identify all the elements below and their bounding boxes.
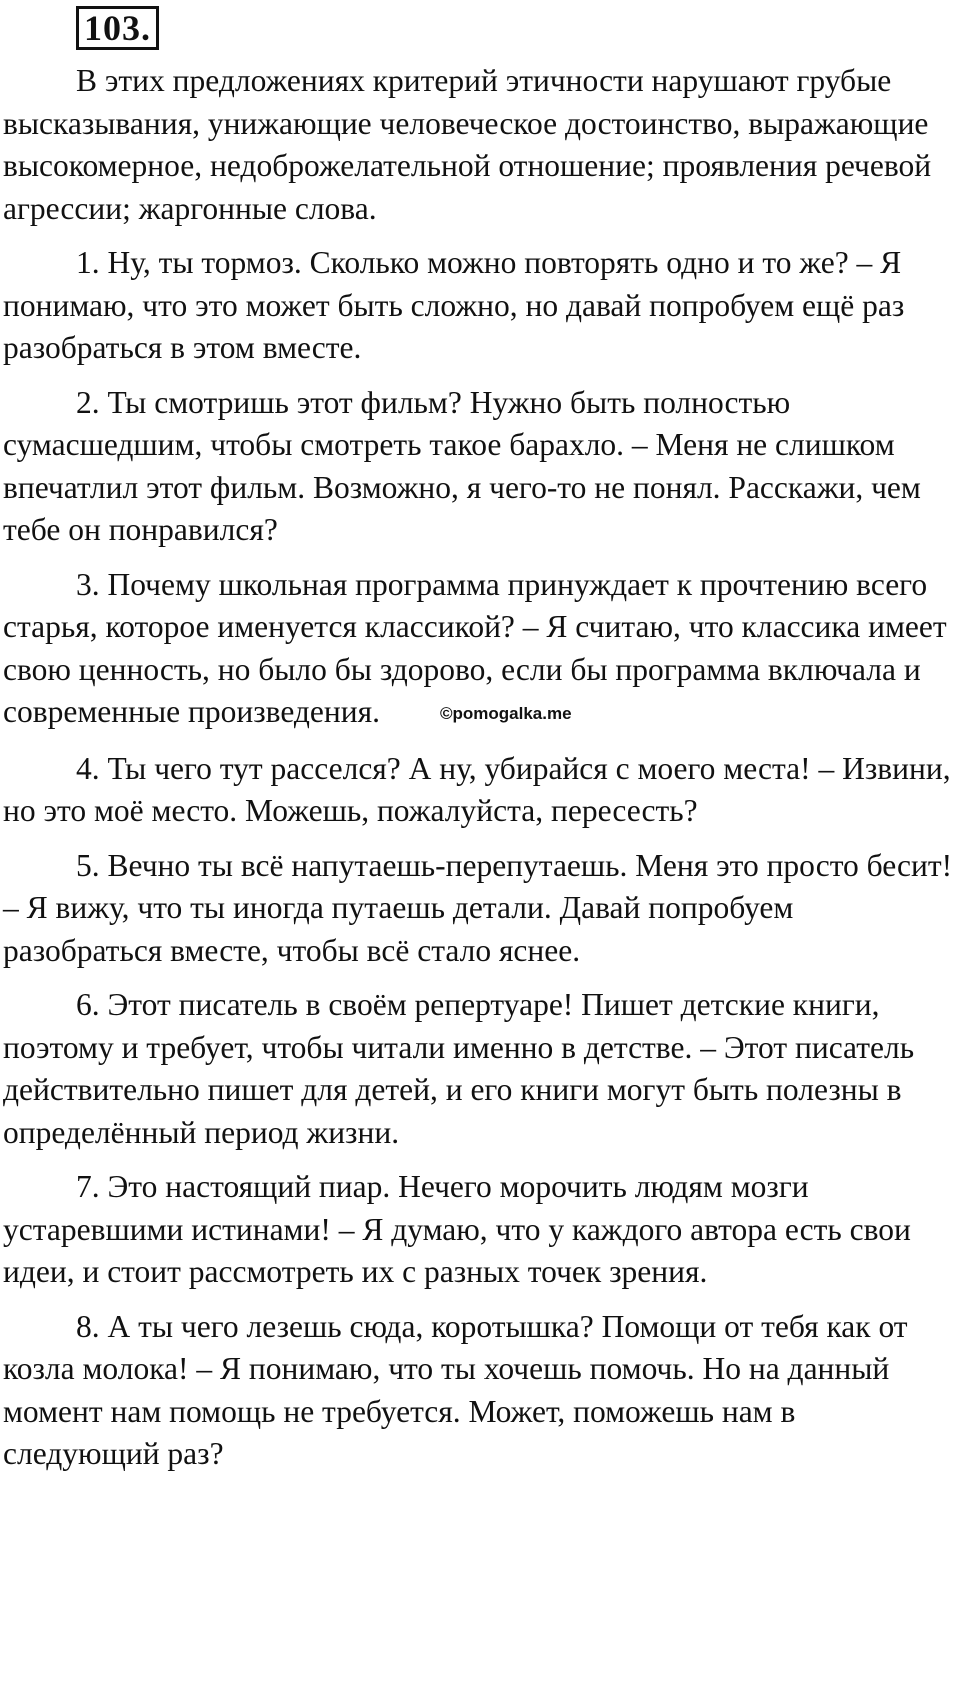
item-7: 7. Это настоящий пиар. Нечего морочить людям мозги устаревшими истинами! – Я думаю, что у каждого автора есть свои идеи, и стоит рассмотреть их с разных точек зрения.: [3, 1169, 911, 1289]
answer-text: [3, 60, 958, 1488]
task-number: 103.: [76, 6, 159, 50]
item-3-text: 3. Почему школьная программа принуждает к прочтению всего старья, которое именуется классикой? – Я считаю, что классика имеет свою ценность, но было бы здорово, если бы программа включала и современные произведения.: [3, 566, 947, 729]
item-8: 8. А ты чего лезешь сюда, коротышка? Помощи от тебя как от козла молока! – Я понимаю, что ты хочешь помочь. Но на данный момент нам помощь не требуется. Может, поможешь нам в следующий раз?: [3, 1308, 908, 1471]
item-1: 1. Ну, ты тормоз. Сколько можно повторять одно и то же? – Я понимаю, что это может быть сложно, но давай попробуем ещё раз разобраться в этом вместе.: [3, 245, 905, 365]
item-5: 5. Вечно ты всё напутаешь-перепутаешь. Меня это просто бесит! – Я вижу, что ты иногда путаешь детали. Давай попробуем разобраться вместе, чтобы всё стало яснее.: [3, 847, 953, 968]
item-6: 6. Этот писатель в своём репертуаре! Пишет детские книги, поэтому и требует, чтобы читали именно в детстве. – Этот писатель действительно пишет для детей, и его книги могут быть полезны в определённый период жизни.: [3, 987, 915, 1150]
item-4: 4. Ты чего тут расселся? А ну, убирайся с моего места! – Извини, но это моё место. Можешь, пожалуйста, пересесть?: [3, 750, 951, 828]
item-3: [3, 564, 958, 736]
item-2: 2. Ты смотришь этот фильм? Нужно быть полностью сумасшедшим, чтобы смотреть такое барахло. – Меня не слишком впечатлил этот фильм. Возможно, я чего-то не понял. Расскажи, чем тебе он понравился?: [3, 384, 921, 547]
watermark: ©pomogalka.me: [440, 704, 572, 723]
intro-paragraph: В этих предложениях критерий этичности нарушают грубые высказывания, унижающие человеческое достоинство, выражающие высокомерное, недоброжелательной отношение; проявления речевой агрессии; жаргонные слова.: [3, 63, 932, 226]
